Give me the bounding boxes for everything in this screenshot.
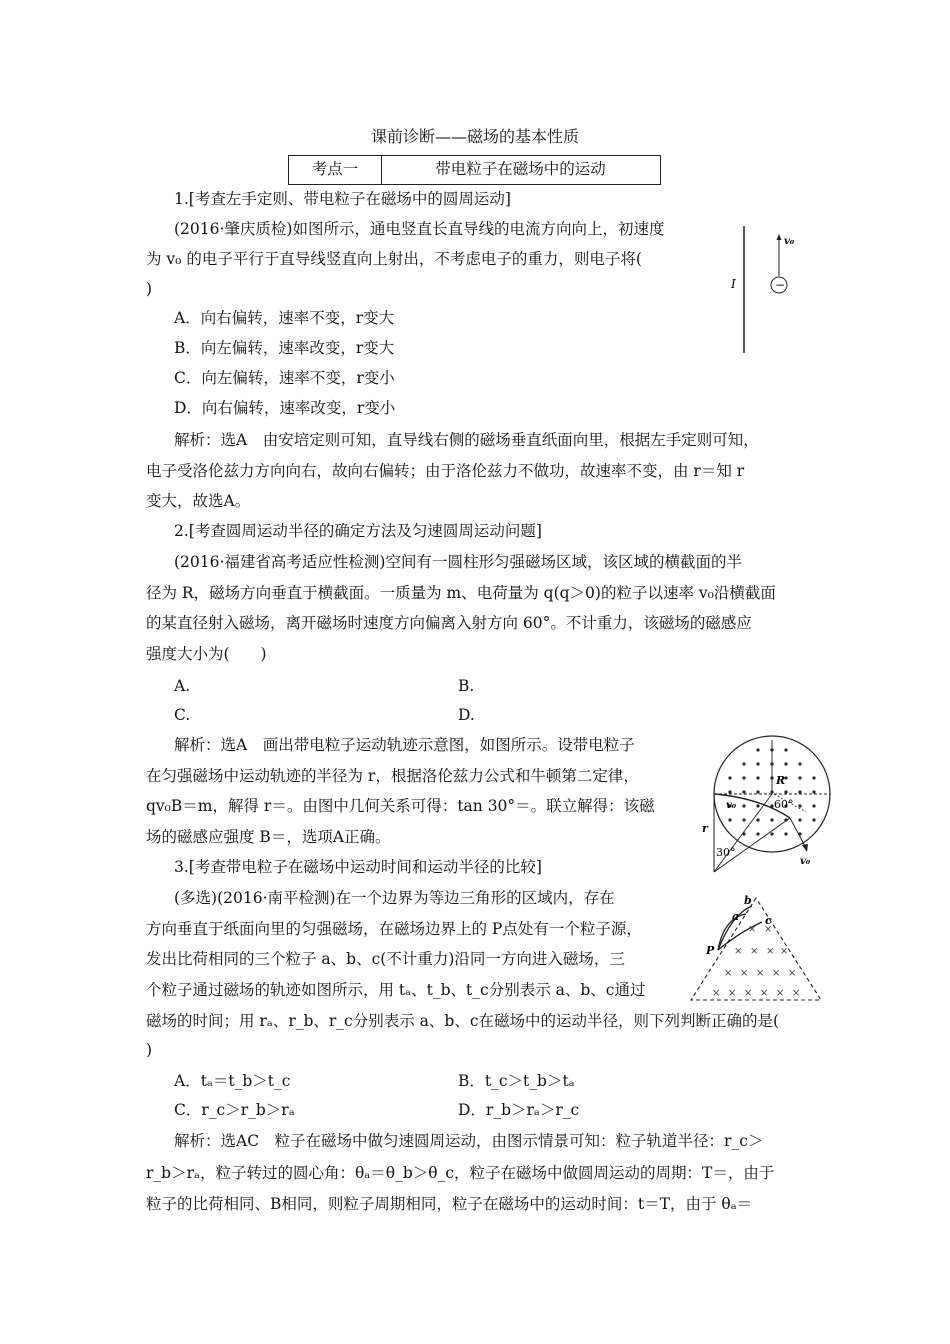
field-cross: × [756,968,765,979]
section-topic: 带电粒子在磁场中的运动 [435,160,606,178]
current-label: I [731,277,736,291]
q2-heading: 2.[考查圆周运动半径的确定方法及匀速圆周运动问题] [174,522,542,540]
q1-analysis-line: 解析：选A 由安培定则可知，直导线右侧的磁场垂直纸面向里，根据左手定则可知， [174,431,759,449]
field-cross: × [750,946,759,957]
field-dot [728,818,731,821]
field-dot [742,762,745,765]
field-dot [812,776,815,779]
field-dot [798,818,801,821]
field-dot [784,832,787,835]
label-b: b [744,894,752,907]
q2-option-d: D. [458,706,475,724]
field-cross: × [788,968,797,979]
field-dot [812,804,815,807]
q3-stem-line: (多选)(2016·南平检测)在一个边界为等边三角形的区域内，存在 [174,889,615,907]
q2-analysis-line: 场的磁感应强度 B＝，选项A正确。 [146,828,391,846]
field-cross: × [728,988,737,999]
q1-heading: 1.[考查左手定则、带电粒子在磁场中的圆周运动] [174,190,511,208]
field-dot [812,818,815,821]
field-cross: × [766,946,775,957]
field-cross: × [748,924,757,935]
field-dot [742,776,745,779]
q3-stem-line: 个粒子通过磁场的轨迹如图所示，用 tₐ、t_b、t_c分别表示 a、b、c通过 [146,981,646,999]
field-dot [784,790,787,793]
q1-option-a: A．向右偏转，速率不变，r变大 [174,309,395,327]
field-dot [784,748,787,751]
field-dot [798,776,801,779]
q2-analysis-line: 在匀强磁场中运动轨迹的半径为 r，根据洛伦兹力公式和牛顿第二定律， [146,767,639,785]
v0-in-label: v₀ [726,800,737,811]
q1-stem-line: 为 v₀ 的电子平行于直导线竖直向上射出，不考虑电子的重力，则电子将( [146,250,642,268]
field-cross: × [780,946,789,957]
q1-analysis-line: 电子受洛伦兹力方向向右，故向右偏转；由于洛伦兹力不做功，故速率不变，由 r＝知 r [146,462,745,480]
field-dot [784,762,787,765]
field-dot [742,818,745,821]
field-dot [742,790,745,793]
q2-analysis-line: qv₀B＝m，解得 r＝。由图中几何关系可得：tan 30°＝。联立解得：该磁 [146,797,655,815]
radius-label: R [776,774,786,787]
v0-out-label: v₀ [800,856,811,867]
field-cross: × [792,988,801,999]
q1-stem-line: ) [146,280,153,298]
q1-option-d: D．向右偏转，速率改变，r变小 [174,399,396,417]
field-cross: × [764,924,773,935]
field-cross: × [776,988,785,999]
angle-30-label: 30° [716,846,736,859]
q1-option-b: B．向左偏转，速率改变，r变大 [174,339,395,357]
field-dot [812,790,815,793]
field-cross: × [740,968,749,979]
field-cross: × [772,968,781,979]
field-cross: × [724,968,733,979]
field-dot [756,790,759,793]
exit-velocity-arrowhead [802,844,808,852]
field-dot [770,818,773,821]
label-c: c [765,914,772,927]
velocity-label: v₀ [784,236,795,247]
q2-stem-line: 径为 R，磁场方向垂直于横截面。一质量为 m、电荷量为 q(q＞0)的粒子以速率 v₀沿横截面 [146,584,776,602]
section-label: 考点一 [289,156,382,184]
label-a: a [732,910,740,923]
field-dot [728,790,731,793]
q3-option-c: C．r_c＞r_b＞rₐ [174,1101,295,1119]
q3-triangle-field-figure [688,892,828,1006]
section-header-table [288,155,661,185]
field-dot [756,832,759,835]
field-cross: × [712,988,721,999]
r-label: r [702,822,708,835]
q2-option-b: B. [458,677,475,695]
field-dot [798,762,801,765]
q3-analysis-line: 粒子的比荷相同、B相同，则粒子周期相同，粒子在磁场中的运动时间：t＝T，由于 θₐ＝ [146,1195,753,1213]
exit-velocity-line [790,818,806,848]
field-dot [756,776,759,779]
q2-stem-line: 的某直径射入磁场，离开磁场时速度方向偏离入射方向 60°。不计重力，该磁场的磁感应 [146,614,752,632]
q1-stem-line: (2016·肇庆质检)如图所示，通电竖直长直导线的电流方向向上，初速度 [174,220,665,238]
field-dot [756,818,759,821]
center-to-exit-line [714,818,790,872]
q1-wire-figure [728,222,808,357]
field-dot [756,804,759,807]
field-cross: × [744,988,753,999]
field-dot [770,832,773,835]
page-title: 课前诊断——磁场的基本性质 [370,127,579,146]
field-cross: × [760,988,769,999]
q1-analysis-line: 变大，故选A。 [146,492,251,510]
q3-option-a: A．tₐ＝t_b＞t_c [174,1072,291,1090]
q3-stem-line: 方向垂直于纸面向里的匀强磁场，在磁场边界上的 P点处有一个粒子源， [146,920,642,938]
q1-option-c: C．向左偏转，速率不变，r变小 [174,369,395,387]
q3-stem-line: ) [146,1041,153,1059]
q3-option-d: D．r_b＞rₐ＞r_c [458,1101,580,1119]
field-dot [798,804,801,807]
q2-option-c: C. [174,706,191,724]
q3-heading: 3.[考查带电粒子在磁场中运动时间和运动半径的比较] [174,858,542,876]
velocity-arrowhead [777,234,782,240]
q3-analysis-line: r_b＞rₐ，粒子转过的圆心角：θₐ＝θ_b＞θ_c，粒子在磁场中做圆周运动的周期：T＝，由于 [146,1164,775,1182]
q3-option-b: B．t_c＞t_b＞tₐ [458,1072,575,1090]
field-cross: × [734,946,743,957]
field-dot [728,776,731,779]
q2-stem-line: 强度大小为( ) [146,645,267,663]
q3-analysis-line: 解析：选AC 粒子在磁场中做匀速圆周运动，由图示情景可知：粒子轨道半径：r_c＞ [174,1132,764,1150]
angle-60-label: 60° [774,798,794,811]
label-p: P [706,944,715,957]
field-dot [742,804,745,807]
q2-magnetic-field-figure [700,732,835,877]
q3-stem-line: 磁场的时间；用 rₐ、r_b、r_c分别表示 a、b、c在磁场中的运动半径，则下列判断正确的是( [146,1012,780,1030]
field-dot [756,762,759,765]
q2-analysis-line: 解析：选A 画出带电粒子运动轨迹示意图，如图所示。设带电粒子 [174,736,635,754]
field-dot [756,748,759,751]
electron-charge-label: − [775,278,786,292]
q2-stem-line: (2016·福建省高考适应性检测)空间有一圆柱形匀强磁场区域，该区域的横截面的半 [174,553,742,571]
q2-option-a: A. [174,677,191,695]
q3-stem-line: 发出比荷相同的三个粒子 a、b、c(不计重力)沿同一方向进入磁场，三 [146,950,625,968]
field-dot [798,790,801,793]
